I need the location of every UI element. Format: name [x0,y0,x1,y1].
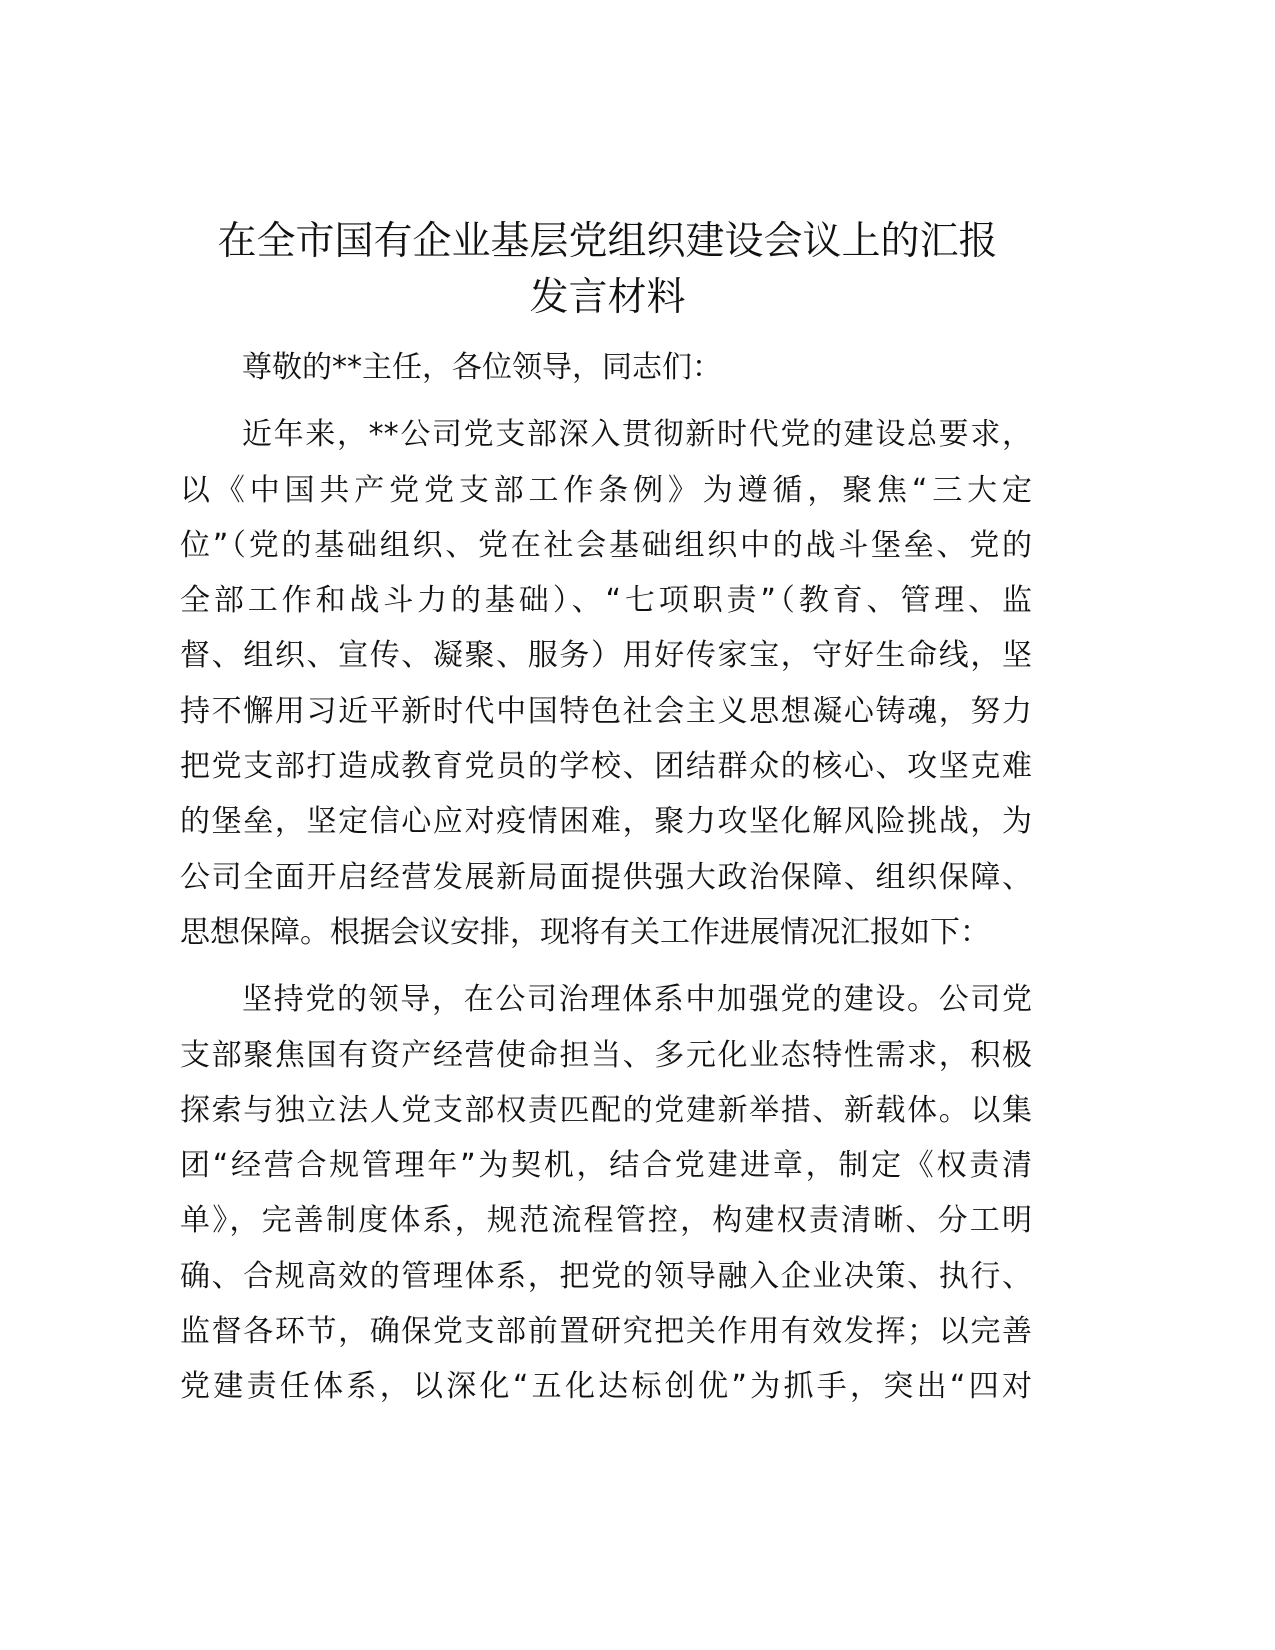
text-line: 坚持党的领导，在公司治理体系中加强党的建设。公司党 [242,982,1032,1018]
text-line: 党建责任体系，以深化“五化达标创优”为抓手，突出“四对 [180,1369,1032,1405]
title-line-2: 发言材料 [529,275,686,320]
greeting-paragraph [180,340,1032,395]
text-line: 督、组织、宣传、凝聚、服务）用好传家宝，守好生命线，坚 [180,638,1032,674]
text-line: 持不懈用习近平新时代中国特色社会主义思想凝心铸魂，努力 [180,693,1032,729]
text-line: 位”（党的基础组织、党在社会基础组织中的战斗堡垒、党的 [180,527,1032,563]
text-line: 全部工作和战斗力的基础）、“七项职责”（教育、管理、监 [180,583,1032,619]
text-line: 单》，完善制度体系，规范流程管控，构建权责清晰、分工明 [180,1203,1032,1239]
title-line-1: 在全市国有企业基层党组织建设会议上的汇报 [217,219,998,264]
text-line: 确、合规高效的管理体系，把党的领导融入企业决策、执行、 [180,1258,1032,1294]
text-line: 思想保障。根据会议安排，现将有关工作进展情况汇报如下： [180,914,990,950]
text-line: 团“经营合规管理年”为契机，结合党建进章，制定《权责清 [180,1148,1032,1184]
text-line: 监督各环节，确保党支部前置研究把关作用有效发挥；以完善 [180,1314,1032,1350]
paragraph-2 [180,972,1032,1414]
document-title [150,214,1065,326]
text-line: 公司全面开启经营发展新局面提供强大政治保障、组织保障、 [180,859,1032,895]
text-line: 的堡垒，坚定信心应对疫情困难，聚力攻坚化解风险挑战，为 [180,804,1032,840]
document-body [180,340,1032,1427]
text-line: 以《中国共产党党支部工作条例》为遵循，聚焦“三大定 [180,472,1032,508]
paragraph-1 [180,407,1032,960]
text-line: 探索与独立法人党支部权责匹配的党建新举措、新载体。以集 [180,1092,1032,1128]
greeting: 尊敬的**主任，各位领导，同志们： [242,350,722,385]
text-line: 近年来，**公司党支部深入贯彻新时代党的建设总要求， [242,417,1032,453]
text-line: 把党支部打造成教育党员的学校、团结群众的核心、攻坚克难 [180,749,1032,785]
text-line: 支部聚焦国有资产经营使命担当、多元化业态特性需求，积极 [180,1037,1032,1073]
